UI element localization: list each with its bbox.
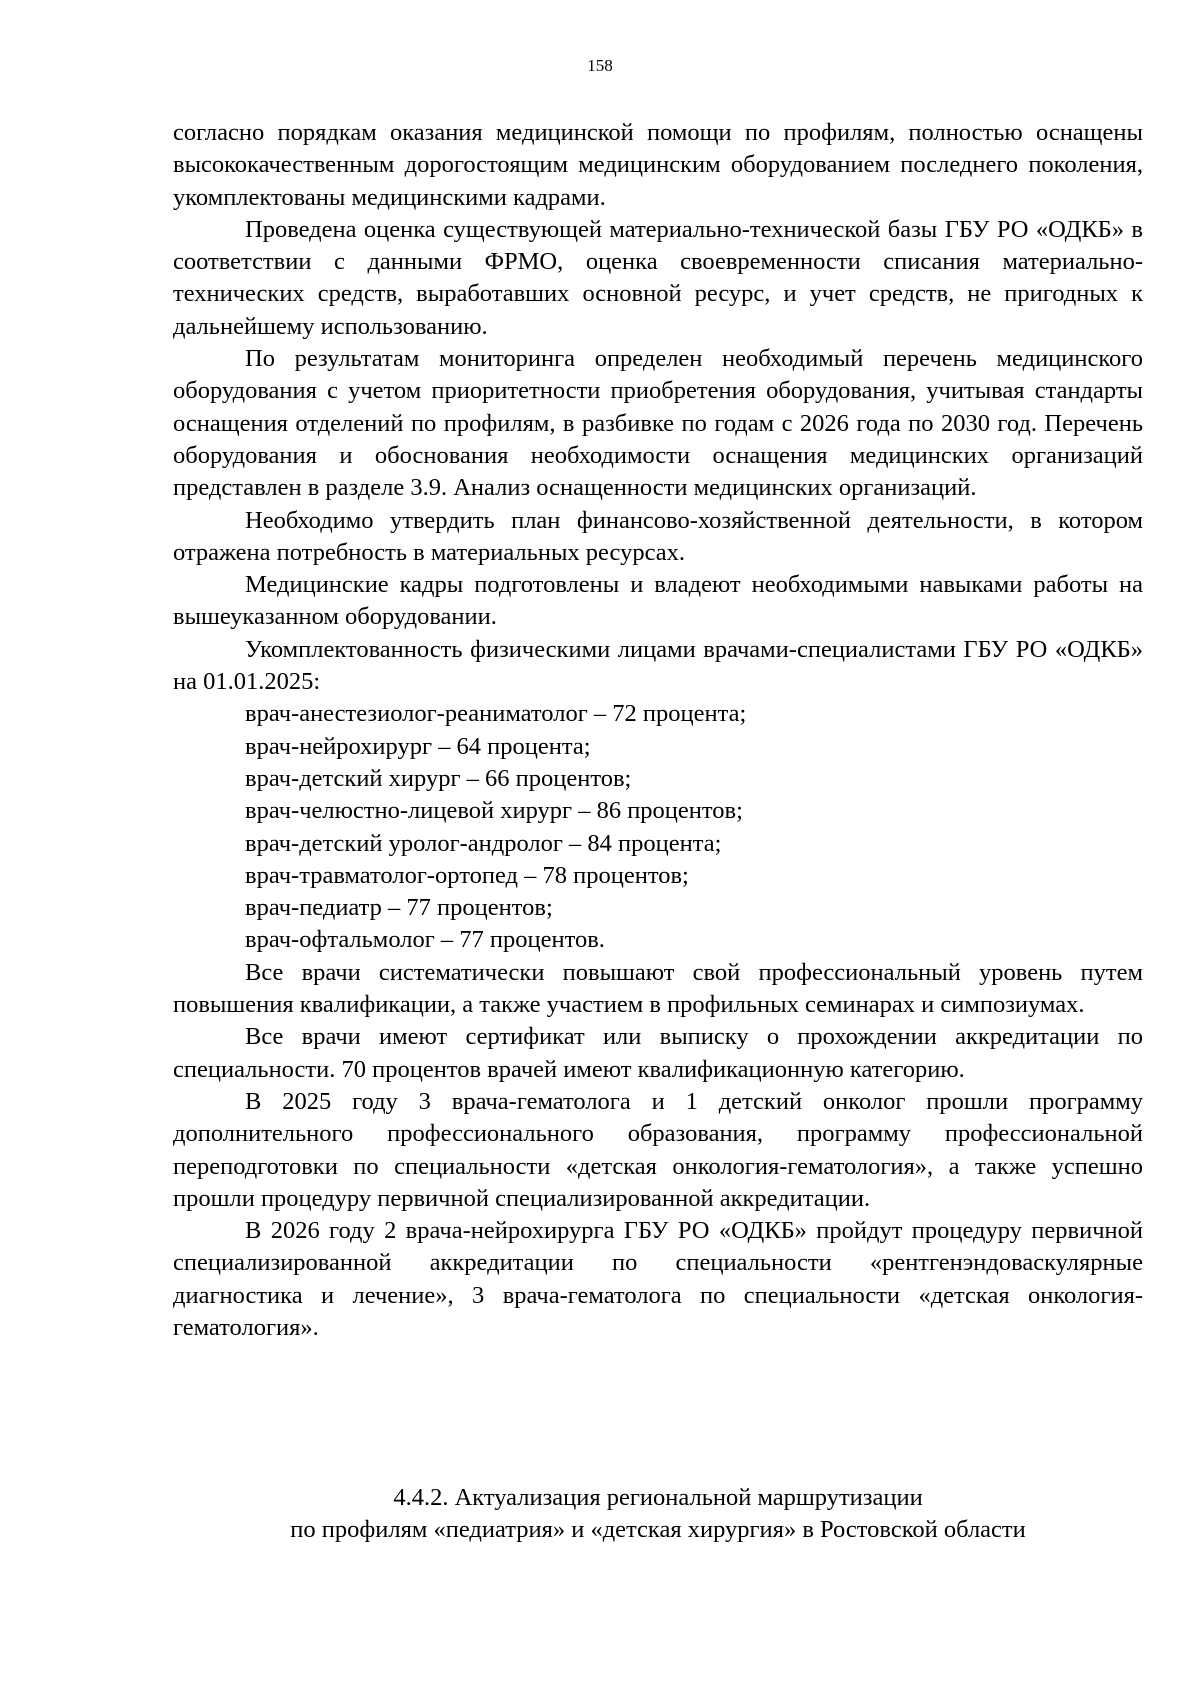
paragraph: По результатам мониторинга определен необходимый перечень медицинского оборудования с учетом приоритетности приобретения оборудования, учитывая стандарты оснащения отделений по профилям, в разбивке по годам с 2026 года по 2030 год. Перечень оборудования и обоснования необходимости оснащения медицинских организаций представлен в разделе 3.9. Анализ оснащенности медицинских организаций.	[173, 345, 1143, 502]
paragraph: согласно порядкам оказания медицинской помощи по профилям, полностью оснащены высококачественным дорогостоящим медицинским оборудованием последнего поколения, укомплектованы медицинскими кадрами.	[173, 119, 1143, 211]
staffing-list	[173, 698, 1143, 956]
list-item: врач-травматолог-ортопед – 78 процентов;	[245, 861, 689, 889]
section-heading-line: 4.4.2. Актуализация региональной маршрутизации	[393, 1484, 923, 1511]
section-heading	[173, 1482, 1143, 1547]
list-item: врач-нейрохирург – 64 процента;	[245, 732, 591, 760]
list-item: врач-челюстно-лицевой хирург – 86 процентов;	[245, 797, 743, 825]
section-heading-line: по профилям «педиатрия» и «детская хирургия» в Ростовской области	[290, 1516, 1026, 1544]
list-item: врач-детский уролог-андролог – 84 процента;	[245, 829, 722, 857]
paragraph: Укомплектованность физическими лицами врачами-специалистами ГБУ РО «ОДКБ» на 01.01.2025:	[173, 635, 1143, 696]
list-item: врач-офтальмолог – 77 процентов.	[245, 926, 605, 954]
paragraph: В 2025 году 3 врача-гематолога и 1 детский онколог прошли программу дополнительного профессионального образования, программу профессиональной переподготовки по специальности «детская онкология-гематология», а также успешно прошли процедуру первичной специализированной аккредитации.	[173, 1087, 1143, 1212]
list-item: врач-педиатр – 77 процентов;	[245, 894, 553, 922]
paragraph: В 2026 году 2 врача-нейрохирурга ГБУ РО «ОДКБ» пройдут процедуру первичной специализированной аккредитации по специальности «рентгенэндоваскулярные диагностика и лечение», 3 врача-гематолога по специальности «детская онкология-гематология».	[173, 1217, 1143, 1341]
list-item: врач-детский хирург – 66 процентов;	[245, 764, 632, 792]
paragraph: Медицинские кадры подготовлены и владеют необходимыми навыками работы на вышеуказанном оборудовании.	[173, 571, 1143, 631]
page-number: 158	[587, 56, 613, 75]
paragraph: Все врачи систематически повышают свой профессиональный уровень путем повышения квалификации, а также участием в профильных семинарах и симпозиумах.	[173, 958, 1143, 1019]
list-item: врач-анестезиолог-реаниматолог – 72 процента;	[245, 700, 747, 728]
paragraph: Необходимо утвердить план финансово-хозяйственной деятельности, в котором отражена потребность в материальных ресурсах.	[173, 506, 1143, 566]
paragraph: Проведена оценка существующей материально-технической базы ГБУ РО «ОДКБ» в соответствии с данными ФРМО, оценка своевременности списания материально-технических средств, выработавших основной ресурс, и учет средств, не пригодных к дальнейшему использованию.	[173, 215, 1143, 340]
body-text	[173, 117, 1143, 1344]
paragraph: Все врачи имеют сертификат или выписку о прохождении аккредитации по специальности. 70 процентов врачей имеют квалификационную категорию.	[173, 1023, 1143, 1083]
